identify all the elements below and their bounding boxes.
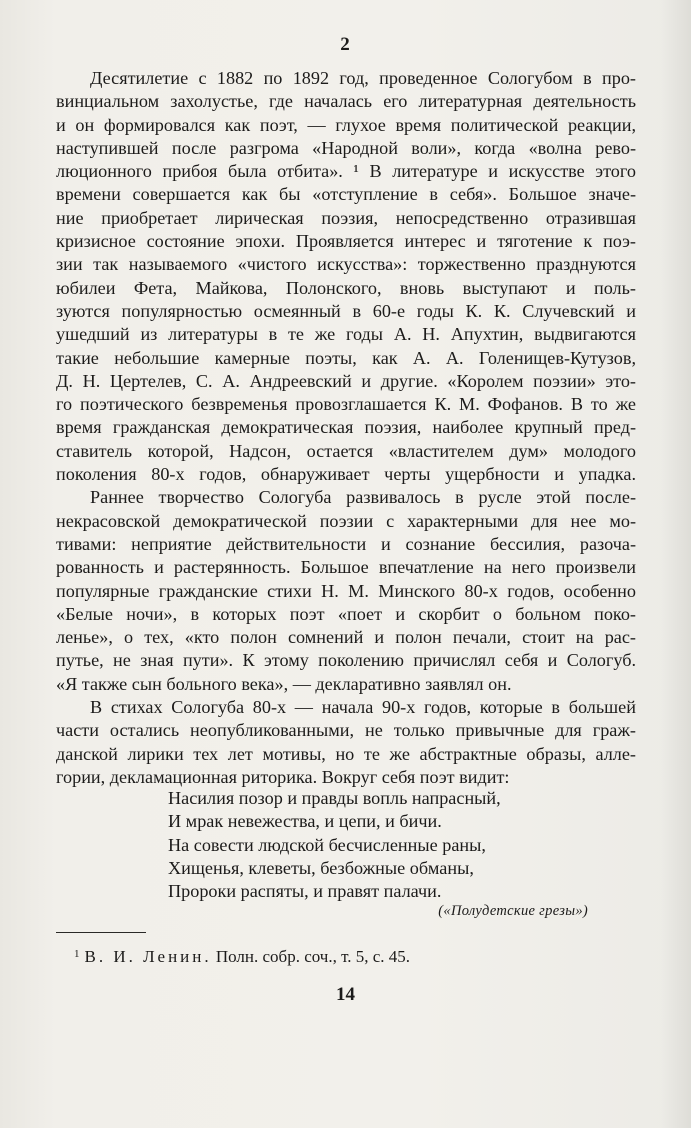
text-line: и он формировался как поэт, — глухое время политической реакции, <box>56 114 636 135</box>
text-line: В стихах Сологуба 80-х — начала 90-х годов, которые в большей <box>90 697 636 718</box>
text-line: ушедший из литературы в те же годы А. Н. Апухтин, выдвигаются <box>56 324 636 345</box>
page-edge-shadow <box>661 0 691 1128</box>
text-line: кризисное состояние эпохи. Проявляется интерес и тяготение к поэ- <box>56 231 636 252</box>
poem-source: («Полудетские грезы») <box>438 903 588 919</box>
text-line: Д. Н. Цертелев, С. А. Андреевский и другие. «Королем поэзии» это- <box>56 370 636 391</box>
text-line: тивами: неприятие действительности и сознание бессилия, разоча- <box>56 533 636 554</box>
poem-line: На совести людской бесчисленные раны, <box>168 834 486 855</box>
text-line: данской лирики тех лет мотивы, но те же абстрактные образы, алле- <box>56 743 636 764</box>
text-line: «Я также сын больного века», — декларативно заявлял он. <box>56 673 512 694</box>
poem-line: Хищенья, клеветы, безбожные обманы, <box>168 857 474 878</box>
text-line: Десятилетие с 1882 по 1892 год, проведенное Сологубом в про- <box>90 68 636 88</box>
text-line: го поэтического безвременья провозглашается К. М. Фофанов. В то же <box>56 394 636 415</box>
text-line: люционного прибоя была отбита». ¹ В литературе и искусстве этого <box>56 161 636 182</box>
text-line: ленье», о тех, «кто полон сомнений и полон печали, стоит на рас- <box>56 627 636 648</box>
text-line: наступившей после разгрома «Народной воли», когда «волна рево- <box>56 137 636 158</box>
footnote <box>74 943 410 968</box>
footnote-author: В. И. Ленин. <box>84 947 212 966</box>
text-line: зуются популярностью осмеянный в 60-е годы К. К. Случевский и <box>56 300 636 321</box>
text-line: ставитель которой, Надсон, остается «властителем дум» молодого <box>56 440 636 461</box>
text-line: поколения 80-х годов, обнаруживает черты ущербности и упадка. <box>56 464 636 485</box>
poem-line: Насилия позор и правды вопль напрасный, <box>168 788 501 808</box>
text-line: популярные гражданские стихи Н. М. Минского 80-х годов, особенно <box>56 580 636 601</box>
text-line: «Белые ночи», в которых поэт «поет и скорбит о больном поко- <box>56 603 636 624</box>
footnote-marker: 1 <box>74 948 80 960</box>
text-line: ние приобретает лирическая поэзия, непосредственно отразившая <box>56 207 636 228</box>
text-line: время гражданская демократическая поэзия, наиболее крупный пред- <box>56 417 636 438</box>
text-line: винциальном захолустье, где началась его литературная деятельность <box>56 91 636 112</box>
body-text <box>56 67 636 789</box>
poem-quote <box>168 787 501 903</box>
text-line: такие небольшие камерные поэты, как А. А. Голенищев-Кутузов, <box>56 347 636 368</box>
text-line: Раннее творчество Сологуба развивалось в русле этой после- <box>90 487 636 508</box>
text-line: части остались неопубликованными, не только привычные для граж- <box>56 720 636 741</box>
text-line: времени совершается как бы «отступление в себя». Большое значе- <box>56 184 636 205</box>
text-line: рованность и растерянность. Большое впечатление на него произвели <box>56 557 636 578</box>
page-number: 14 <box>336 984 355 1005</box>
section-number: 2 <box>340 34 351 55</box>
footnote-text: Полн. собр. соч., т. 5, с. 45. <box>215 947 411 966</box>
text-line: путье, не зная пути». К этому поколению причислял себя и Сологуб. <box>56 650 636 671</box>
poem-line: Пророки распяты, и правят палачи. <box>168 881 442 902</box>
text-line: некрасовской демократической поэзии с характерными для нее мо- <box>56 510 636 531</box>
poem-line: И мрак невежества, и цепи, и бичи. <box>168 811 442 832</box>
text-line: гории, декламационная риторика. Вокруг себя поэт видит: <box>56 766 510 787</box>
text-line: зии так называемого «чистого искусства»: торжественно празднуются юбилеи Фета, Майкова, Полонского, вновь выступают и поль- <box>56 254 636 298</box>
footnote-divider <box>56 932 146 933</box>
